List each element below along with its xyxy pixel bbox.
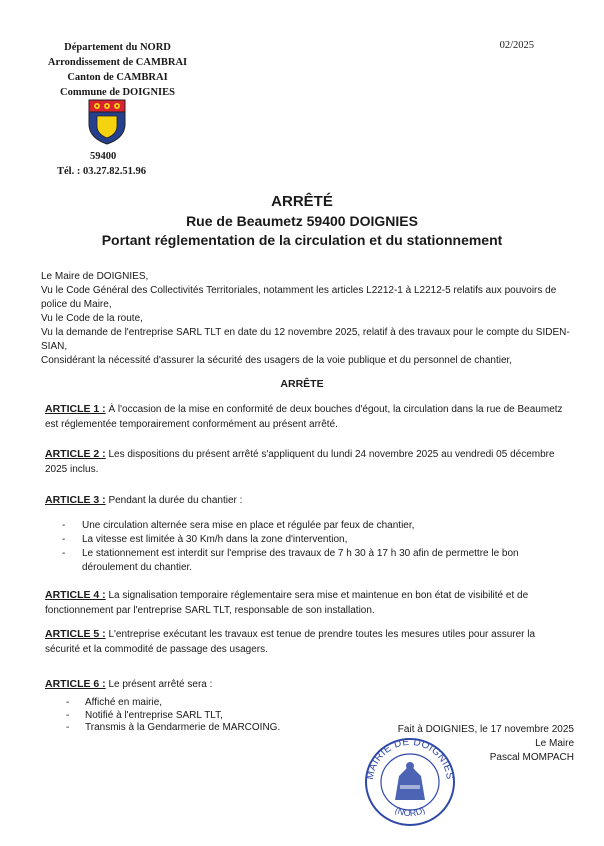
place-date: Fait à DOIGNIES, le 17 novembre 2025 — [397, 724, 574, 735]
list-item: - Le stationnement est interdit sur l'emprise des travaux de 7 h 30 à 17 h 30 afin de permettre le bon déroulement du chantier. — [60, 547, 570, 575]
svg-text:(NORD) — [394, 805, 427, 818]
article-label: ARTICLE 3 : — [45, 494, 106, 506]
article-5 — [45, 627, 570, 657]
article-text: À l'occasion de la mise en conformité de deux bouches d'égout, la circulation dans la rue de Beaumetz est réglementée temporairement conformément au présent arrêté. — [45, 404, 563, 430]
document-reference: 02/2025 — [499, 40, 534, 51]
arrete-heading: ARRÊTE — [280, 378, 324, 390]
article-6-list — [64, 697, 364, 735]
postal-code: 59400 — [90, 151, 117, 162]
seal-top-text: MAIRIE DE DOIGNIES — [364, 736, 456, 781]
article-2 — [45, 447, 570, 477]
signatory-role: Le Maire — [535, 738, 574, 749]
preamble-line: Vu le Code Général des Collectivités Territoriales, notamment les articles L2212-1 à L2212-5 relatifs aux pouvoirs de police du Maire, — [41, 285, 557, 310]
seal-bottom-text: (NORD) — [393, 804, 427, 819]
article-label: ARTICLE 5 : — [45, 628, 106, 640]
article-text: La signalisation temporaire réglementaire sera mise et maintenue en bon état de visibilité et de fonctionnement par l'entreprise SARL TLT, responsable de son installation. — [45, 590, 529, 616]
article-1 — [45, 402, 570, 432]
commune-line: Commune de DOIGNIES — [60, 87, 175, 98]
preamble-line: Considérant la nécessité d'assurer la sécurité des usagers de la voie publique et du personnel de chantier, — [41, 355, 513, 366]
preamble-line: Vu la demande de l'entreprise SARL TLT en date du 12 novembre 2025, relatif à des travaux pour le compte du SIDEN-SIAN, — [41, 327, 570, 352]
department-line: Département du NORD — [64, 42, 171, 53]
list-item: - Une circulation alternée sera mise en place et régulée par feux de chantier, — [60, 519, 570, 533]
title-subject: Portant réglementation de la circulation et du stationnement — [101, 232, 503, 248]
list-item: - Transmis à la Gendarmerie de MARCOING. — [64, 722, 364, 735]
preamble-line: Vu le Code de la route, — [41, 313, 143, 324]
article-text: L'entreprise exécutant les travaux est tenue de prendre toutes les mesures utiles pour assurer la sécurité et la commodité de passage des usagers. — [45, 629, 536, 655]
article-6 — [45, 677, 570, 692]
title-arrete: ARRÊTÉ — [271, 193, 333, 210]
article-label: ARTICLE 4 : — [45, 589, 106, 601]
signatory-name: Pascal MOMPACH — [489, 752, 574, 763]
article-label: ARTICLE 6 : — [45, 678, 106, 690]
preamble — [41, 270, 571, 368]
article-3 — [45, 493, 570, 508]
administrative-header — [30, 40, 205, 100]
canton-line: Canton de CAMBRAI — [67, 72, 168, 83]
article-3-list — [60, 519, 570, 575]
title-street: Rue de Beaumetz 59400 DOIGNIES — [186, 213, 418, 229]
article-label: ARTICLE 1 : — [45, 403, 106, 415]
article-text: Le présent arrêté sera : — [105, 679, 213, 690]
signature-block — [354, 723, 574, 765]
coat-of-arms-icon — [87, 98, 127, 146]
preamble-line: Le Maire de DOIGNIES, — [41, 271, 149, 282]
article-4 — [45, 588, 570, 618]
arrondissement-line: Arrondissement de CAMBRAI — [47, 57, 188, 68]
article-text: Pendant la durée du chantier : — [105, 495, 243, 506]
article-label: ARTICLE 2 : — [45, 448, 106, 460]
phone-number: Tél. : 03.27.82.51.96 — [57, 166, 146, 177]
document-title — [0, 192, 604, 250]
list-item: - Notifié à l'entreprise SARL TLT, — [64, 710, 364, 723]
list-item: - La vitesse est limitée à 30 Km/h dans la zone d'intervention, — [60, 533, 570, 547]
list-item: - Affiché en mairie, — [64, 697, 364, 710]
article-text: Les dispositions du présent arrêté s'appliquent du lundi 24 novembre 2025 au vendredi 05 décembre 2025 inclus. — [45, 449, 555, 475]
